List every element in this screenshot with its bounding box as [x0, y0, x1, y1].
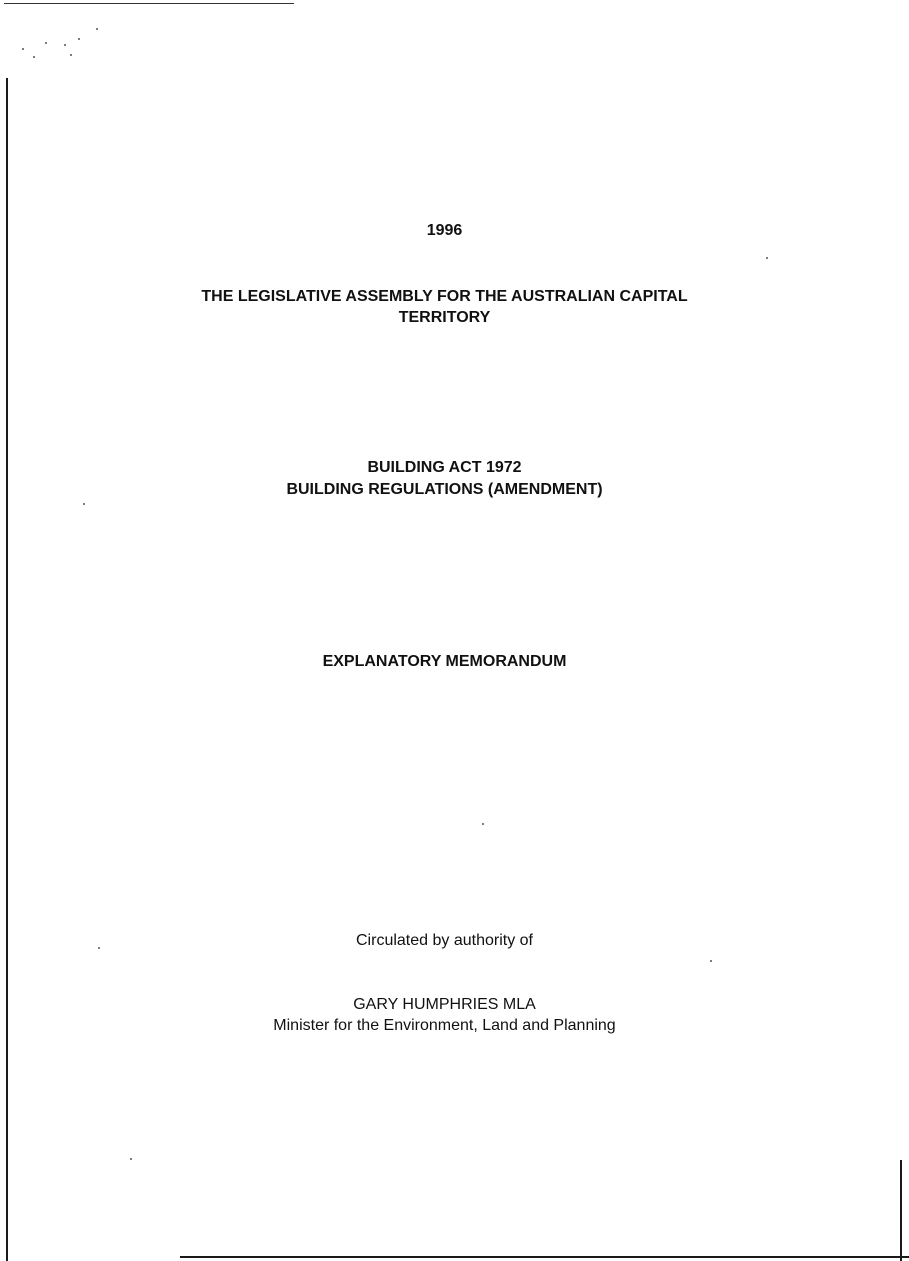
scan-speck — [45, 42, 47, 44]
scan-edge-bottom — [180, 1256, 909, 1258]
scan-speck — [96, 28, 98, 30]
act-subtitle: BUILDING REGULATIONS (AMENDMENT) — [286, 481, 603, 498]
assembly-title-line2: TERRITORY — [398, 309, 491, 326]
scan-speck — [83, 503, 85, 505]
scan-speck — [64, 44, 66, 46]
scan-speck — [482, 823, 484, 825]
act-title: BUILDING ACT 1972 — [367, 459, 522, 476]
scan-speck — [710, 960, 712, 962]
circulated-by-label: Circulated by authority of — [356, 932, 533, 949]
scan-speck — [130, 1158, 132, 1160]
assembly-title-line1: THE LEGISLATIVE ASSEMBLY FOR THE AUSTRALIAN CAPITAL — [201, 288, 688, 305]
scan-speck — [766, 257, 768, 259]
scan-speck — [22, 48, 24, 50]
scan-speck — [78, 38, 80, 40]
scan-speck — [33, 56, 35, 58]
memo-title: EXPLANATORY MEMORANDUM — [322, 653, 567, 670]
minister-title: Minister for the Environment, Land and Planning — [273, 1017, 616, 1034]
scan-edge-right — [900, 1160, 902, 1261]
minister-name: GARY HUMPHRIES MLA — [353, 996, 536, 1013]
scan-speck — [70, 54, 72, 56]
scan-edge-top — [4, 3, 294, 4]
document-year: 1996 — [426, 222, 463, 239]
